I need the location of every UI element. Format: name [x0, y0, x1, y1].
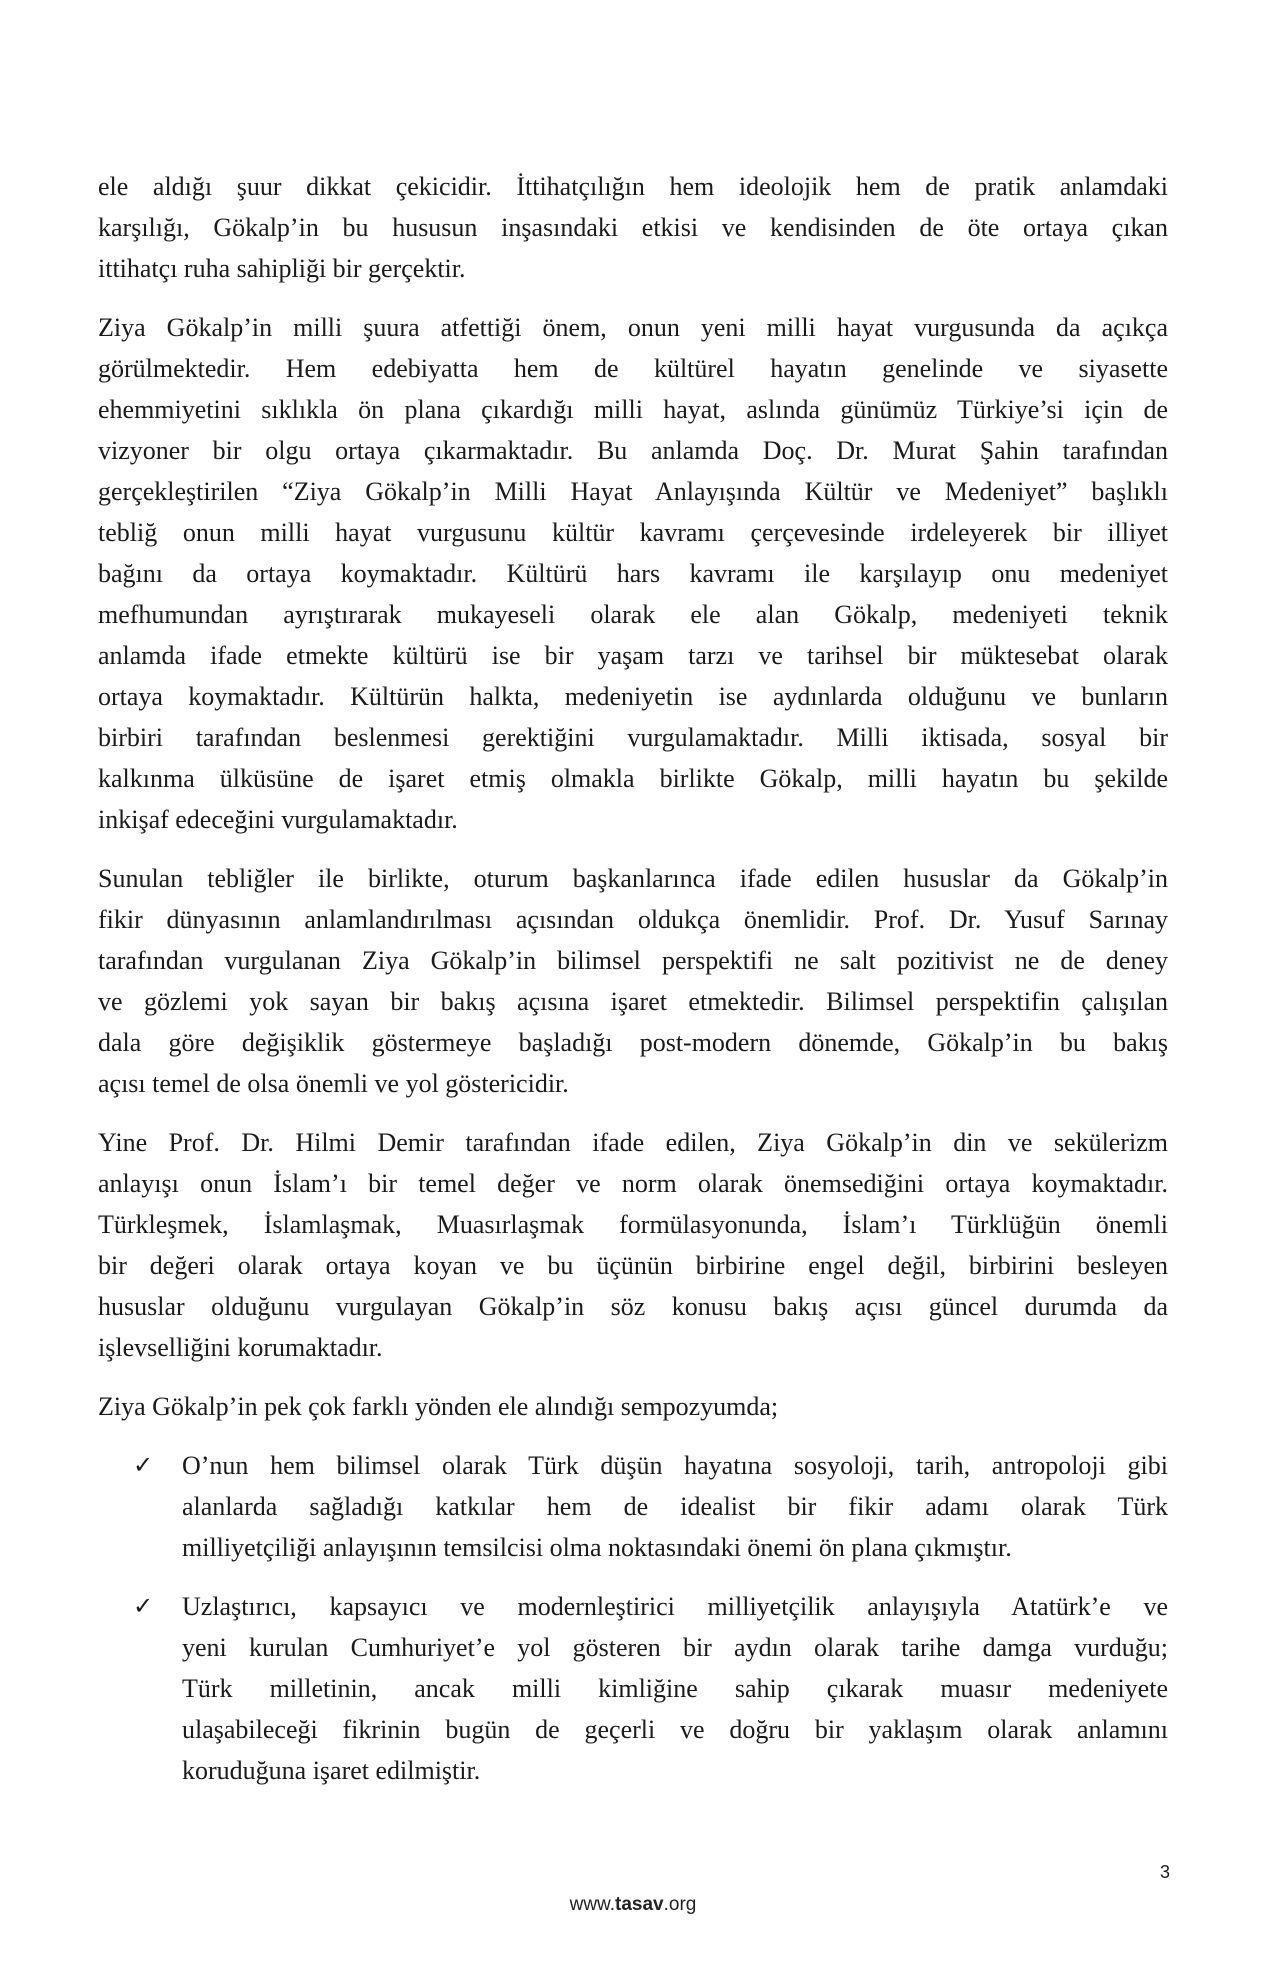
- text-line: ittihatçı ruha sahipliği bir gerçektir.: [98, 254, 466, 283]
- paragraph-din-sekulerizm: [98, 1122, 1168, 1368]
- text-line: hususlar olduğunu vurgulayan Gökalp’in söz konusu bakış açısı güncel durumda da: [98, 1292, 1168, 1321]
- footer-url-brand: tasav: [615, 1894, 664, 1915]
- text-line: fikir dünyasının anlamlandırılması açısından oldukça önemlidir. Prof. Dr. Yusuf Sarınay: [98, 905, 1168, 934]
- text-line: tebliğ onun milli hayat vurgusunu kültür kavramı çerçevesinde irdeleyerek bir illiyet: [98, 518, 1168, 547]
- checkmark-list: [98, 1445, 1168, 1791]
- list-item: [98, 1586, 1168, 1791]
- text-line: Uzlaştırıcı, kapsayıcı ve modernleştirici milliyetçilik anlayışıyla Atatürk’e ve: [182, 1592, 1168, 1621]
- text-line: işlevselliğini korumaktadır.: [98, 1333, 383, 1362]
- text-line: mefhumundan ayrıştırarak mukayeseli olarak ele alan Gökalp, medeniyeti teknik: [98, 600, 1168, 629]
- body-text: [98, 166, 1168, 1809]
- paragraph-ittihatcilik: [98, 166, 1168, 289]
- text-line: koruduğuna işaret edilmiştir.: [182, 1756, 481, 1785]
- text-line: dala göre değişiklik göstermeye başladığı post-modern dönemde, Gökalp’in bu bakış: [98, 1028, 1168, 1057]
- text-line: görülmektedir. Hem edebiyatta hem de kültürel hayatın genelinde ve siyasette: [98, 354, 1168, 383]
- text-line: tarafından vurgulanan Ziya Gökalp’in bilimsel perspektifi ne salt pozitivist ne de deney: [98, 946, 1168, 975]
- checkmark-icon: ✓: [133, 1592, 154, 1620]
- text-line: ulaşabileceği fikrinin bugün de geçerli ve doğru bir yaklaşım olarak anlamını: [182, 1715, 1168, 1744]
- checkmark-icon: ✓: [133, 1451, 154, 1479]
- text-line: bir değeri olarak ortaya koyan ve bu üçünün birbirine engel değil, birbirini besleyen: [98, 1251, 1168, 1280]
- text-line: anlamda ifade etmekte kültürü ise bir yaşam tarzı ve tarihsel bir müktesebat olarak: [98, 641, 1168, 670]
- text-line: anlayışı onun İslam’ı bir temel değer ve norm olarak önemsediğini ortaya koymaktadır.: [98, 1169, 1168, 1198]
- text-line: Ziya Gökalp’in milli şuura atfettiği önem, onun yeni milli hayat vurgusunda da açıkça: [98, 313, 1168, 342]
- list-item: [98, 1445, 1168, 1568]
- text-line: milliyetçiliği anlayışının temsilcisi olma noktasındaki önemi ön plana çıkmıştır.: [182, 1533, 1012, 1562]
- text-line: Türkleşmek, İslamlaşmak, Muasırlaşmak formülasyonunda, İslam’ı Türklüğün önemli: [98, 1210, 1168, 1239]
- text-line: bağını da ortaya koymaktadır. Kültürü hars kavramı ile karşılayıp onu medeniyet: [98, 559, 1168, 588]
- paragraph-list-intro: [98, 1386, 1168, 1427]
- footer-url-prefix: www.: [569, 1894, 616, 1915]
- text-line: yeni kurulan Cumhuriyet’e yol gösteren bir aydın olarak tarihe damga vurduğu;: [182, 1633, 1168, 1662]
- text-line: Yine Prof. Dr. Hilmi Demir tarafından ifade edilen, Ziya Gökalp’in din ve sekülerizm: [98, 1128, 1168, 1157]
- text-line: ele aldığı şuur dikkat çekicidir. İttihatçılığın hem ideolojik hem de pratik anlamdaki: [98, 172, 1168, 201]
- text-line: alanlarda sağladığı katkılar hem de idealist bir fikir adamı olarak Türk: [182, 1492, 1168, 1521]
- text-line: Sunulan tebliğler ile birlikte, oturum başkanlarınca ifade edilen hususlar da Gökalp’in: [98, 864, 1168, 893]
- text-line: O’nun hem bilimsel olarak Türk düşün hayatına sosyoloji, tarih, antropoloji gibi: [182, 1451, 1168, 1480]
- text-line: birbiri tarafından beslenmesi gerektiğini vurgulamaktadır. Milli iktisada, sosyal bir: [98, 723, 1168, 752]
- text-line: vizyoner bir olgu ortaya çıkarmaktadır. Bu anlamda Doç. Dr. Murat Şahin tarafından: [98, 436, 1168, 465]
- footer-website-link[interactable]: [0, 1894, 1266, 1916]
- text-line: açısı temel de olsa önemli ve yol göstericidir.: [98, 1069, 569, 1098]
- text-line: Türk milletinin, ancak milli kimliğine sahip çıkarak muasır medeniyete: [182, 1674, 1168, 1703]
- text-line: ve gözlemi yok sayan bir bakış açısına işaret etmektedir. Bilimsel perspektifin çalışılan: [98, 987, 1168, 1016]
- text-line: ortaya koymaktadır. Kültürün halkta, medeniyetin ise aydınlarda olduğunu ve bunların: [98, 682, 1168, 711]
- text-line: gerçekleştirilen “Ziya Gökalp’in Milli Hayat Anlayışında Kültür ve Medeniyet” başlıklı: [98, 477, 1168, 506]
- text-line: Ziya Gökalp’in pek çok farklı yönden ele alındığı sempozyumda;: [98, 1392, 779, 1421]
- text-line: karşılığı, Gökalp’in bu hususun inşasındaki etkisi ve kendisinden de öte ortaya çıkan: [98, 213, 1168, 242]
- paragraph-oturum-baskanlari: [98, 858, 1168, 1104]
- text-line: kalkınma ülküsüne de işaret etmiş olmakla birlikte Gökalp, milli hayatın bu şekilde: [98, 764, 1168, 793]
- footer-url-suffix: .org: [663, 1894, 697, 1915]
- text-line: inkişaf edeceğini vurgulamaktadır.: [98, 805, 458, 834]
- paragraph-milli-hayat: [98, 307, 1168, 840]
- text-line: ehemmiyetini sıklıkla ön plana çıkardığı milli hayat, aslında günümüz Türkiye’si için de: [98, 395, 1168, 424]
- page-number: 3: [1159, 1862, 1170, 1882]
